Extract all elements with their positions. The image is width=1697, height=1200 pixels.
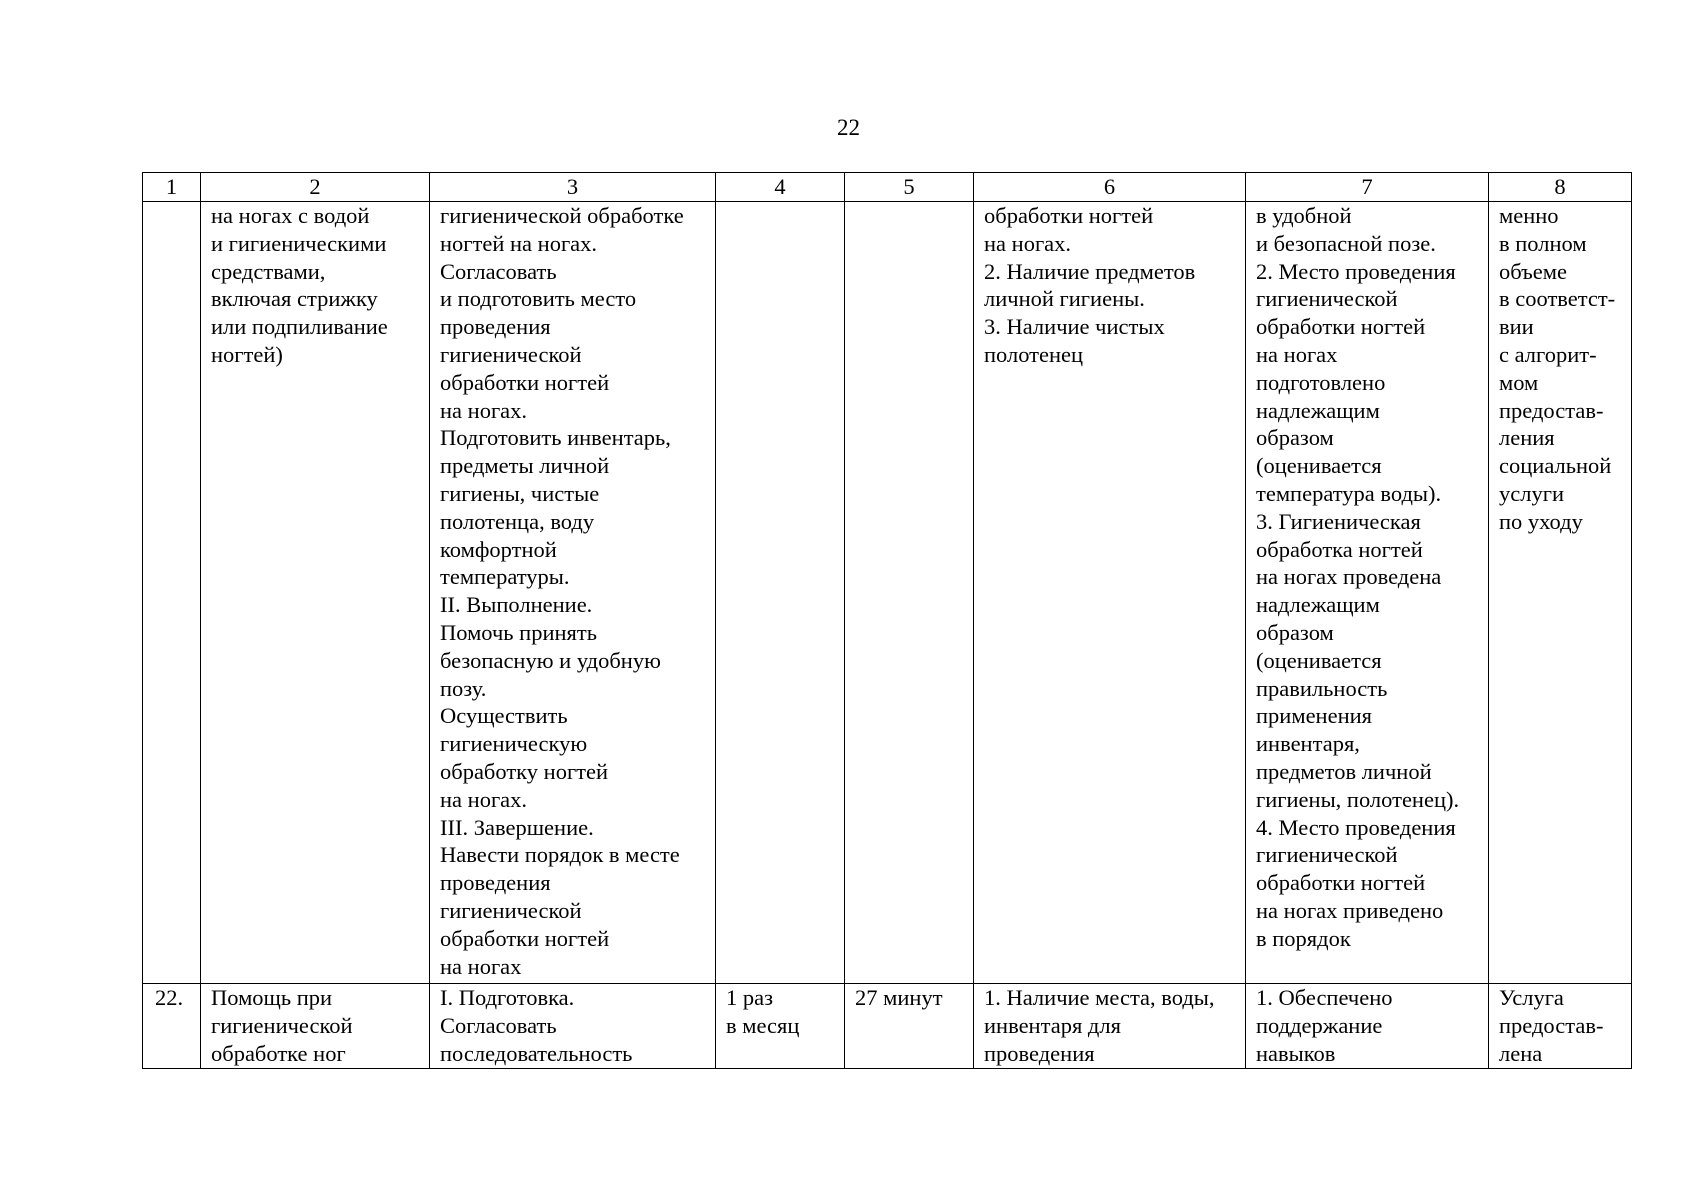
- table-row: [143, 984, 1632, 1069]
- column-header: 3: [430, 173, 716, 202]
- table-cell-quality-indicators: в удобной и безопасной позе. 2. Место проведения гигиенической обработки ногтей на ногах подготовлено надлежащим образом (оценивается температура воды). 3. Гигиеническая обработка ногтей на ногах проведена надлежащим образом (оценивается правильность применения инвентаря, предметов личной гигиены, полотенец). 4. Место проведения гигиенической обработки ногтей на ногах приведено в порядок: [1246, 202, 1489, 984]
- table-cell-frequency: [716, 202, 845, 984]
- table-cell-evaluation: Услуга предостав- лена: [1489, 984, 1632, 1069]
- table-cell-number: [143, 202, 201, 984]
- table-cell-number: 22.: [143, 984, 201, 1069]
- table-header-row: [143, 173, 1632, 202]
- column-header: 5: [845, 173, 974, 202]
- column-header: 8: [1489, 173, 1632, 202]
- table-cell-description: гигиенической обработке ногтей на ногах. Согласовать и подготовить место проведения гигиенической обработки ногтей на ногах. Подготовить инвентарь, предметы личной гигиены, чистые полотенца, воду комфортной температуры. II. Выполнение. Помочь принять безопасную и удобную позу. Осуществить гигиеническую обработку ногтей на ногах. III. Завершение. Навести порядок в месте проведения гигиенической обработки ногтей на ногах: [430, 202, 716, 984]
- table-cell-duration: [845, 202, 974, 984]
- table-cell-conditions: обработки ногтей на ногах. 2. Наличие предметов личной гигиены. 3. Наличие чистых полотенец: [974, 202, 1246, 984]
- column-header: 1: [143, 173, 201, 202]
- table-cell-service-name: Помощь при гигиенической обработке ног: [201, 984, 430, 1069]
- column-header: 6: [974, 173, 1246, 202]
- table-cell-frequency: 1 раз в месяц: [716, 984, 845, 1069]
- column-header: 2: [201, 173, 430, 202]
- column-header: 4: [716, 173, 845, 202]
- table-cell-quality-indicators: 1. Обеспечено поддержание навыков: [1246, 984, 1489, 1069]
- table-cell-description: I. Подготовка. Согласовать последовательность: [430, 984, 716, 1069]
- page-number: 22: [837, 115, 860, 140]
- table-cell-evaluation: менно в полном объеме в соответст- вии с алгорит- мом предостав- ления социальной услуги по уходу: [1489, 202, 1632, 984]
- column-header: 7: [1246, 173, 1489, 202]
- table-cell-conditions: 1. Наличие места, воды, инвентаря для проведения: [974, 984, 1246, 1069]
- table-row: [143, 202, 1632, 984]
- table-cell-service-name: на ногах с водой и гигиеническими средствами, включая стрижку или подпиливание ногтей): [201, 202, 430, 984]
- table-cell-duration: 27 минут: [845, 984, 974, 1069]
- services-table: [142, 172, 1632, 1069]
